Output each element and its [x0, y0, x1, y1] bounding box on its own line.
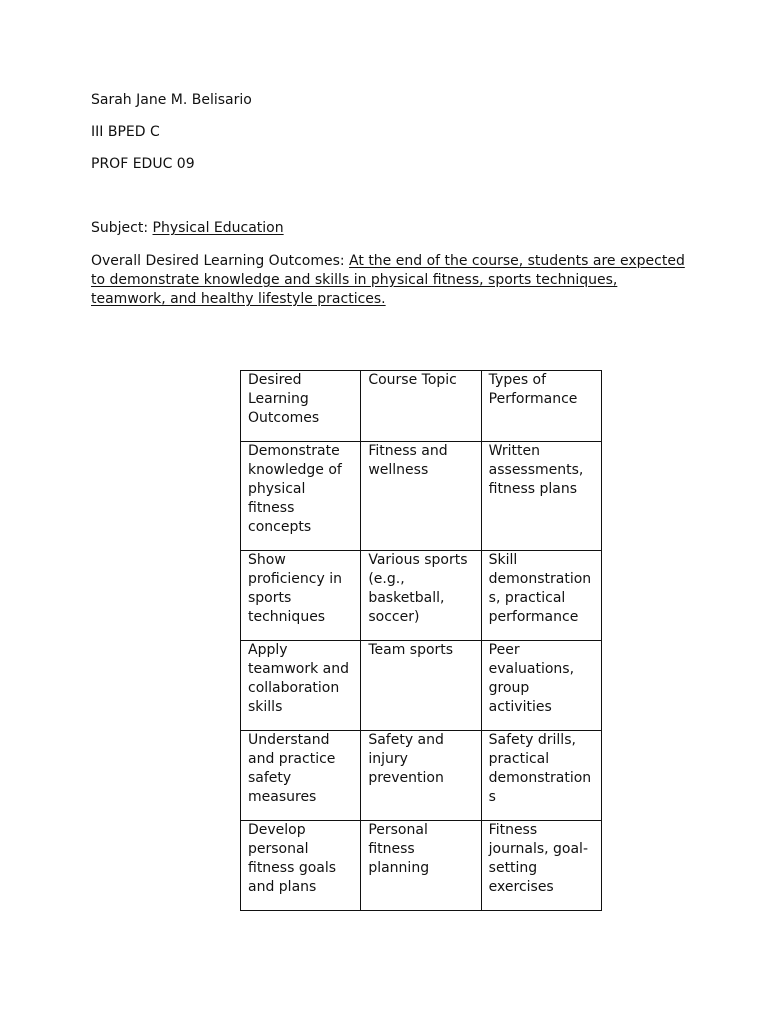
performance-cell: Fitness journals, goal-setting exercises: [481, 821, 601, 911]
topic-cell: Safety and injury prevention: [361, 731, 481, 821]
outcomes-text: At the end of the course, students are expected to demonstrate knowledge and skills in physical fitness, sports techniques, teamwork, and healthy lifestyle practices.: [91, 253, 685, 307]
table-row: [241, 821, 602, 911]
performance-cell: Safety drills, practical demonstrations: [481, 731, 601, 821]
table-row: [241, 442, 602, 551]
table-row: [241, 731, 602, 821]
outcome-cell: Demonstrate knowledge of physical fitness concepts: [241, 442, 361, 551]
header-cell: Desired Learning Outcomes: [241, 371, 361, 442]
overall-outcomes: [91, 252, 691, 309]
outcome-cell: Understand and practice safety measures: [241, 731, 361, 821]
performance-cell: Written assessments, fitness plans: [481, 442, 601, 551]
table-row: [241, 551, 602, 641]
student-name: Sarah Jane M. Belisario: [91, 92, 252, 108]
subject-line: [91, 219, 284, 238]
table-header-row: [241, 371, 602, 442]
topic-cell: Various sports (e.g., basketball, soccer): [361, 551, 481, 641]
outcomes-label: Overall Desired Learning Outcomes:: [91, 253, 350, 269]
topic-cell: Fitness and wellness: [361, 442, 481, 551]
table-row: [241, 641, 602, 731]
course-code: PROF EDUC 09: [91, 156, 195, 172]
subject-label: Subject:: [91, 220, 153, 236]
topic-cell: Team sports: [361, 641, 481, 731]
header-cell: Course Topic: [361, 371, 481, 442]
student-section: III BPED C: [91, 124, 160, 140]
header-cell: Types of Performance: [481, 371, 601, 442]
performance-cell: Peer evaluations, group activities: [481, 641, 601, 731]
outcome-cell: Develop personal fitness goals and plans: [241, 821, 361, 911]
performance-cell: Skill demonstrations, practical performance: [481, 551, 601, 641]
learning-outcomes-table: [240, 370, 602, 911]
outcome-cell: Show proficiency in sports techniques: [241, 551, 361, 641]
topic-cell: Personal fitness planning: [361, 821, 481, 911]
outcome-cell: Apply teamwork and collaboration skills: [241, 641, 361, 731]
subject-value: Physical Education: [152, 220, 284, 236]
